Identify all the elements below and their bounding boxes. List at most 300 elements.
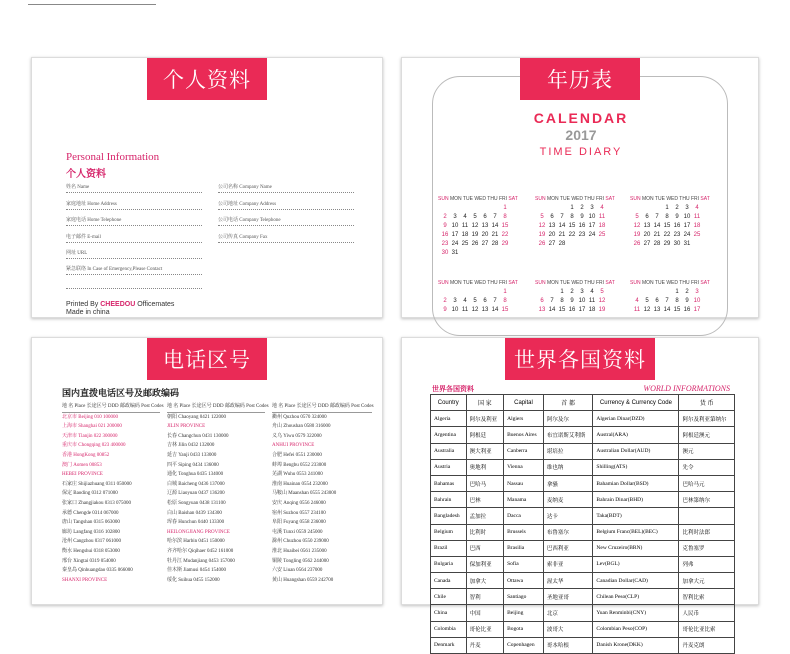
telephone-row: 北京市 Beijing 010 100000 [62, 414, 118, 420]
telephone-row: 白山 Baishan 0439 134300 [167, 510, 222, 516]
world-cell: Colombia [431, 621, 467, 637]
calendar-day: 3 [695, 289, 699, 295]
calendar-day: 6 [483, 214, 487, 220]
calendar-day: 26 [633, 241, 641, 247]
calendar-day: 15 [501, 223, 509, 229]
calendar-day: 6 [483, 298, 487, 304]
world-cell: 阿尔及利亚第纳尔 [679, 411, 735, 427]
world-header-cell: 国 家 [466, 395, 504, 411]
calendar-day: 15 [568, 223, 576, 229]
province-heading: SHANXI PROVINCE [62, 577, 108, 583]
calendar-day: 10 [578, 298, 586, 304]
world-cell: 布鲁塞尔 [543, 524, 593, 540]
calendar-day: 19 [538, 232, 546, 238]
world-cell: Algerian Dinar(DZD) [593, 411, 679, 427]
telephone-row: 长春 Changchun 0431 130000 [167, 433, 229, 439]
calendar-day: 11 [693, 214, 701, 220]
weekday-label: FRI [498, 196, 509, 202]
world-cell: 拿骚 [543, 475, 593, 491]
table-row [431, 475, 735, 491]
calendar-day: 2 [443, 298, 447, 304]
weekday-label: WED [571, 196, 585, 202]
world-cell: Austria [431, 459, 467, 475]
weekday-label: SAT [605, 196, 615, 202]
calendar-week-row [440, 249, 510, 258]
calendar-day: 22 [501, 232, 509, 238]
field-company-name: 公司名称 Company Name [218, 184, 354, 193]
world-table [430, 394, 735, 654]
world-cell: Canberra [504, 443, 544, 459]
calendar-day: 13 [538, 307, 546, 313]
weekday-label: THU [584, 196, 596, 202]
world-header-cell: Capital [504, 395, 544, 411]
calendar-day: 16 [578, 223, 586, 229]
telephone-row: 齐齐哈尔 Qiqihaer 0452 161000 [167, 548, 234, 554]
world-cell: 人民币 [679, 605, 735, 621]
weekday-label: SUN [630, 196, 642, 202]
calendar-day: 11 [588, 298, 596, 304]
calendar-day: 5 [473, 298, 477, 304]
calendar-day: 26 [471, 241, 479, 247]
telephone-column-header: 地 名 Place 长途区号 DDD 邮政编码 Post Codes [167, 402, 265, 413]
calendar-day: 13 [481, 223, 489, 229]
calendar-day: 22 [663, 232, 671, 238]
world-cell: 澳大利亚 [466, 443, 504, 459]
weekday-label: TUE [654, 196, 667, 202]
calendar-week-row [440, 222, 510, 231]
calendar-day: 10 [451, 307, 459, 313]
table-row [431, 621, 735, 637]
calendar-week-row [537, 306, 607, 315]
telephone-row: 通化 Tonghua 0435 134000 [167, 472, 224, 478]
calendar-day: 18 [693, 223, 701, 229]
telephone-column-2 [167, 402, 269, 585]
weekday-label: WED [474, 280, 488, 286]
calendar-day: 5 [645, 298, 649, 304]
calendar-day: 5 [540, 214, 544, 220]
world-cell: 奥地利 [466, 459, 504, 475]
weekday-header [630, 280, 710, 286]
calendar-week-row [632, 240, 702, 249]
world-title-en: WORLD INFORMATIONS [643, 384, 730, 393]
weekday-label: THU [679, 280, 691, 286]
calendar-day: 1 [560, 289, 564, 295]
table-row [431, 508, 735, 524]
weekday-label: FRI [595, 280, 606, 286]
calendar-day: 28 [558, 241, 566, 247]
telephone-row: 辽源 Liaoyuan 0437 136200 [167, 491, 225, 497]
field-name: 姓名 Name [66, 184, 202, 193]
telephone-row: 上海市 Shanghai 021 200000 [62, 424, 122, 430]
telephone-row: 朝阳 Chaoyang 0421 122000 [167, 414, 227, 420]
weekday-label: SUN [535, 280, 547, 286]
calendar-day: 9 [580, 214, 584, 220]
calendar-week-row [537, 288, 607, 297]
panel-tag: 世界各国资料 [505, 338, 655, 380]
telephone-row: 吉林 Jilin 0432 132000 [167, 443, 215, 449]
world-cell: 加拿大 [466, 573, 504, 589]
weekday-label: THU [584, 280, 596, 286]
world-header-cell: 货 币 [679, 395, 735, 411]
telephone-row: 衢州 Quzhou 0570 324000 [272, 414, 327, 420]
calendar-day: 7 [665, 298, 669, 304]
calendar-day: 3 [453, 298, 457, 304]
telephone-row: 宿州 Suzhou 0557 234100 [272, 510, 326, 516]
calendar-day: 17 [588, 223, 596, 229]
world-cell: 先令 [679, 459, 735, 475]
telephone-row: 白城 Baicheng 0436 137000 [167, 481, 225, 487]
calendar-day: 2 [443, 214, 447, 220]
printed-by-prefix: Printed By [66, 301, 99, 308]
world-cell: 巴西 [466, 540, 504, 556]
world-cell: 巴哈马元 [679, 475, 735, 491]
calendar-day: 14 [491, 307, 499, 313]
weekday-label: MON [449, 196, 463, 202]
calendar-day: 6 [550, 214, 554, 220]
telephone-column-header: 地 名 Place 长途区号 DDD 邮政编码 Post Codes [272, 402, 372, 413]
calendar-day: 2 [675, 205, 679, 211]
calendar-day: 13 [643, 223, 651, 229]
calendar-day: 3 [453, 214, 457, 220]
weekday-header [630, 196, 710, 202]
world-cell: 阿尔及利亚 [466, 411, 504, 427]
telephone-row: 阜阳 Fuyang 0558 236000 [272, 520, 326, 526]
calendar-week-row [440, 213, 510, 222]
weekday-label: SAT [605, 280, 615, 286]
calendar-day: 12 [643, 307, 651, 313]
calendar-week-row [632, 297, 702, 306]
personal-title: Personal Information [66, 151, 160, 163]
world-cell: Beijing [504, 605, 544, 621]
telephone-row: 舟山 Zhoushan 0580 316000 [272, 424, 331, 430]
world-cell: 哥本哈根 [543, 637, 593, 653]
calendar-week-row [440, 297, 510, 306]
calendar-day: 31 [683, 241, 691, 247]
world-cell: 比利时 [466, 524, 504, 540]
calendar-week-row [537, 297, 607, 306]
calendar-week-row [632, 288, 702, 297]
calendar-day: 3 [685, 205, 689, 211]
calendar-day: 25 [461, 241, 469, 247]
world-cell: Colombian Peso(COP) [593, 621, 679, 637]
field-company-fax: 公司传真 Company Fax [218, 234, 354, 243]
world-cell: Shilling(ATS) [593, 459, 679, 475]
table-row [431, 524, 735, 540]
calendar-day: 5 [473, 214, 477, 220]
calendar-day: 6 [645, 214, 649, 220]
calendar-day: 17 [451, 232, 459, 238]
calendar-day: 7 [493, 298, 497, 304]
world-cell: 阿尔及尔 [543, 411, 593, 427]
calendar-week-row [537, 240, 607, 249]
telephone-column-1 [62, 402, 164, 585]
weekday-label: WED [474, 196, 488, 202]
calendar-day: 11 [598, 214, 606, 220]
calendar-day: 20 [643, 232, 651, 238]
calendar-day: 15 [501, 307, 509, 313]
weekday-label: THU [679, 196, 691, 202]
calendar-day: 16 [673, 223, 681, 229]
calendar-day: 12 [598, 298, 606, 304]
calendar-day: 12 [471, 223, 479, 229]
weekday-label: SUN [535, 196, 547, 202]
field-company-telephone: 公司电话 Company Telephone [218, 217, 354, 226]
telephone-row: 滁州 Chuzhou 0550 239000 [272, 539, 329, 545]
calendar-day: 18 [598, 223, 606, 229]
weekday-label: TUE [654, 280, 667, 286]
calendar-day: 12 [538, 223, 546, 229]
calendar-day: 27 [643, 241, 651, 247]
field-company-address: 公司地址 Company Address [218, 201, 354, 210]
calendar-day: 3 [580, 289, 584, 295]
world-cell: 圣地亚哥 [543, 589, 593, 605]
calendar-day: 14 [548, 307, 556, 313]
printed-by [66, 301, 174, 308]
weekday-label: FRI [498, 280, 509, 286]
world-cell [679, 508, 735, 524]
world-cell: Bangladesh [431, 508, 467, 524]
telephone-row: 淮南 Huainan 0554 232000 [272, 481, 328, 487]
calendar-day: 8 [675, 298, 679, 304]
world-cell: Algeria [431, 411, 467, 427]
world-cell: 布宜诺斯艾利斯 [543, 427, 593, 443]
weekday-label: SUN [438, 196, 450, 202]
weekday-label: TUE [559, 196, 572, 202]
field-home-telephone: 家庭电话 Home Telephone [66, 217, 202, 226]
calendar-day: 4 [463, 298, 467, 304]
telephone-row: 黄山 Huangshan 0559 242700 [272, 577, 334, 583]
calendar-day: 20 [481, 232, 489, 238]
calendar-week-row [537, 231, 607, 240]
calendar-day: 9 [443, 307, 447, 313]
calendar-day: 28 [491, 241, 499, 247]
calendar-week-row [632, 231, 702, 240]
world-cell: Bahrain Dinar(BHD) [593, 492, 679, 508]
calendar-day: 30 [441, 250, 449, 256]
weekday-label: MON [546, 280, 560, 286]
calendar-day: 4 [463, 214, 467, 220]
field-email: 电子邮件 E-mail [66, 234, 202, 243]
calendar-day: 15 [673, 307, 681, 313]
calendar-day: 24 [683, 232, 691, 238]
weekday-label: MON [641, 196, 655, 202]
telephone-row: 芜湖 Wuhu 0553 241000 [272, 472, 323, 478]
telephone-row: 香港 HongKong 00852 [62, 452, 110, 458]
calendar-day: 1 [503, 289, 507, 295]
field-home-address: 家庭地址 Home Address [66, 201, 202, 210]
calendar-month [632, 288, 702, 315]
world-cell: 哥伦比亚比索 [679, 621, 735, 637]
telephone-row: 秦皇岛 Qinhuangdao 0335 066000 [62, 568, 133, 574]
table-row [431, 589, 735, 605]
world-cell: 加拿大元 [679, 573, 735, 589]
telephone-row: 淮北 Huaibei 0561 235000 [272, 548, 327, 554]
world-cell: Buenos Aires [504, 427, 544, 443]
calendar-day: 18 [461, 232, 469, 238]
calendar-day: 27 [481, 241, 489, 247]
calendar-day: 9 [685, 298, 689, 304]
province-heading: JILIN PROVINCE [167, 424, 206, 430]
telephone-row: 唐山 Tangshan 0315 063000 [62, 520, 120, 526]
weekday-label: MON [546, 196, 560, 202]
world-cell: Nassau [504, 475, 544, 491]
table-row [431, 492, 735, 508]
calendar-week-row [537, 222, 607, 231]
world-cell: 列弗 [679, 556, 735, 572]
field-line [66, 280, 202, 289]
table-row [431, 573, 735, 589]
calendar-week-row [440, 231, 510, 240]
telephone-row: 绥化 Suihua 0455 152000 [167, 577, 220, 583]
telephone-panel [31, 337, 383, 605]
top-divider [28, 4, 156, 5]
telephone-row: 承德 Chengde 0314 067000 [62, 510, 119, 516]
calendar-month [440, 204, 510, 258]
world-cell: Australian Dollar(AUD) [593, 443, 679, 459]
weekday-label: MON [641, 280, 655, 286]
telephone-row: 衡水 Hengshui 0318 053000 [62, 548, 120, 554]
world-cell: 克鲁塞罗 [679, 540, 735, 556]
world-cell: 巴西利亚 [543, 540, 593, 556]
telephone-row: 合肥 Hefei 0551 230000 [272, 452, 322, 458]
calendar-day: 31 [451, 250, 459, 256]
calendar-day: 19 [633, 232, 641, 238]
calendar-day: 6 [540, 298, 544, 304]
calendar-day: 12 [633, 223, 641, 229]
world-cell: Chilean Peso(CLP) [593, 589, 679, 605]
world-title-cn: 世界各国资料 [432, 385, 474, 393]
calendar-day: 2 [580, 205, 584, 211]
world-cell: Bahamas [431, 475, 467, 491]
calendar-panel [401, 57, 759, 318]
telephone-row: 哈尔滨 Harbin 0451 150000 [167, 539, 225, 545]
weekday-label: TUE [462, 196, 475, 202]
weekday-label: SAT [700, 280, 710, 286]
world-cell: 渥太华 [543, 573, 593, 589]
weekday-label: WED [666, 280, 680, 286]
calendar-day: 17 [578, 307, 586, 313]
telephone-column-3 [272, 402, 372, 585]
weekday-header [438, 196, 518, 202]
calendar-day: 8 [503, 298, 507, 304]
calendar-day: 9 [443, 223, 447, 229]
made-in: Made in china [66, 309, 110, 316]
world-cell: Bahrain [431, 492, 467, 508]
calendar-day: 5 [600, 289, 604, 295]
calendar-day: 23 [673, 232, 681, 238]
telephone-row: 松原 Songyuan 0438 131100 [167, 500, 226, 506]
printed-by-suffix: Officemates [137, 301, 175, 308]
calendar-month [537, 204, 607, 249]
world-cell: New Cruzeiro(BRN) [593, 540, 679, 556]
table-row [431, 637, 735, 653]
telephone-row: 重庆市 Chongqing 023 400000 [62, 443, 126, 449]
panel-tag: 年历表 [520, 58, 640, 100]
world-cell: 北京 [543, 605, 593, 621]
calendar-day: 13 [653, 307, 661, 313]
weekday-label: FRI [690, 196, 701, 202]
calendar-day: 9 [570, 298, 574, 304]
calendar-day: 21 [653, 232, 661, 238]
world-cell: Taka(BDT) [593, 508, 679, 524]
calendar-day: 2 [570, 289, 574, 295]
calendar-week-row [440, 288, 510, 297]
panel-tag: 电话区号 [147, 338, 267, 380]
world-cell: 智利 [466, 589, 504, 605]
weekday-label: FRI [690, 280, 701, 286]
world-cell: Bahamian Dollar(BSD) [593, 475, 679, 491]
calendar-day: 16 [568, 307, 576, 313]
province-heading: HEBEI PROVINCE [62, 472, 103, 478]
calendar-day: 1 [675, 289, 679, 295]
world-cell: Canada [431, 573, 467, 589]
calendar-day: 14 [558, 223, 566, 229]
calendar-day: 24 [451, 241, 459, 247]
calendar-day: 23 [441, 241, 449, 247]
world-cell: Chile [431, 589, 467, 605]
telephone-row: 延吉 Yanji 0433 133000 [167, 452, 217, 458]
world-cell: 比利时法郎 [679, 524, 735, 540]
calendar-week-row [440, 240, 510, 249]
calendar-day: 16 [441, 232, 449, 238]
calendar-day: 23 [578, 232, 586, 238]
weekday-header [535, 196, 615, 202]
world-cell: 麦纳麦 [543, 492, 593, 508]
calendar-day: 1 [570, 205, 574, 211]
world-cell: Bulgaria [431, 556, 467, 572]
calendar-day: 9 [675, 214, 679, 220]
world-cell: Belgium [431, 524, 467, 540]
world-cell: Yuan Renminbi(CNY) [593, 605, 679, 621]
calendar-month [537, 288, 607, 315]
telephone-row: 牡丹江 Mudanjiang 0453 157000 [167, 558, 235, 564]
calendar-week-row [632, 222, 702, 231]
world-table-header [431, 395, 735, 411]
calendar-week-row [537, 204, 607, 213]
calendar-day: 10 [693, 298, 701, 304]
world-cell: 达卡 [543, 508, 593, 524]
world-cell: Denmark [431, 637, 467, 653]
calendar-day: 7 [655, 214, 659, 220]
world-cell: 巴哈马 [466, 475, 504, 491]
telephone-row: 义乌 Yiwu 0579 322000 [272, 433, 322, 439]
world-cell: Bogota [504, 621, 544, 637]
calendar-day: 14 [653, 223, 661, 229]
table-row [431, 411, 735, 427]
weekday-label: THU [487, 196, 499, 202]
calendar-day: 28 [653, 241, 661, 247]
calendar-day: 18 [588, 307, 596, 313]
weekday-label: SUN [438, 280, 450, 286]
calendar-week-row [440, 306, 510, 315]
calendar-day: 8 [665, 214, 669, 220]
calendar-day: 21 [491, 232, 499, 238]
calendar-day: 7 [560, 214, 564, 220]
telephone-row: 天津市 Tianjin 022 300000 [62, 433, 118, 439]
province-heading: ANHUI PROVINCE [272, 443, 315, 449]
calendar-day: 22 [568, 232, 576, 238]
telephone-row: 沧州 Cangzhou 0317 061000 [62, 539, 122, 545]
telephone-row: 珲春 Hunchun 0440 133300 [167, 520, 225, 526]
table-row [431, 556, 735, 572]
calendar-day: 4 [695, 205, 699, 211]
calendar-day: 14 [663, 307, 671, 313]
world-cell: Lev(BGL) [593, 556, 679, 572]
calendar-day: 26 [538, 241, 546, 247]
world-header-cell: Country [431, 395, 467, 411]
calendar-day: 21 [558, 232, 566, 238]
calendar-day: 7 [550, 298, 554, 304]
